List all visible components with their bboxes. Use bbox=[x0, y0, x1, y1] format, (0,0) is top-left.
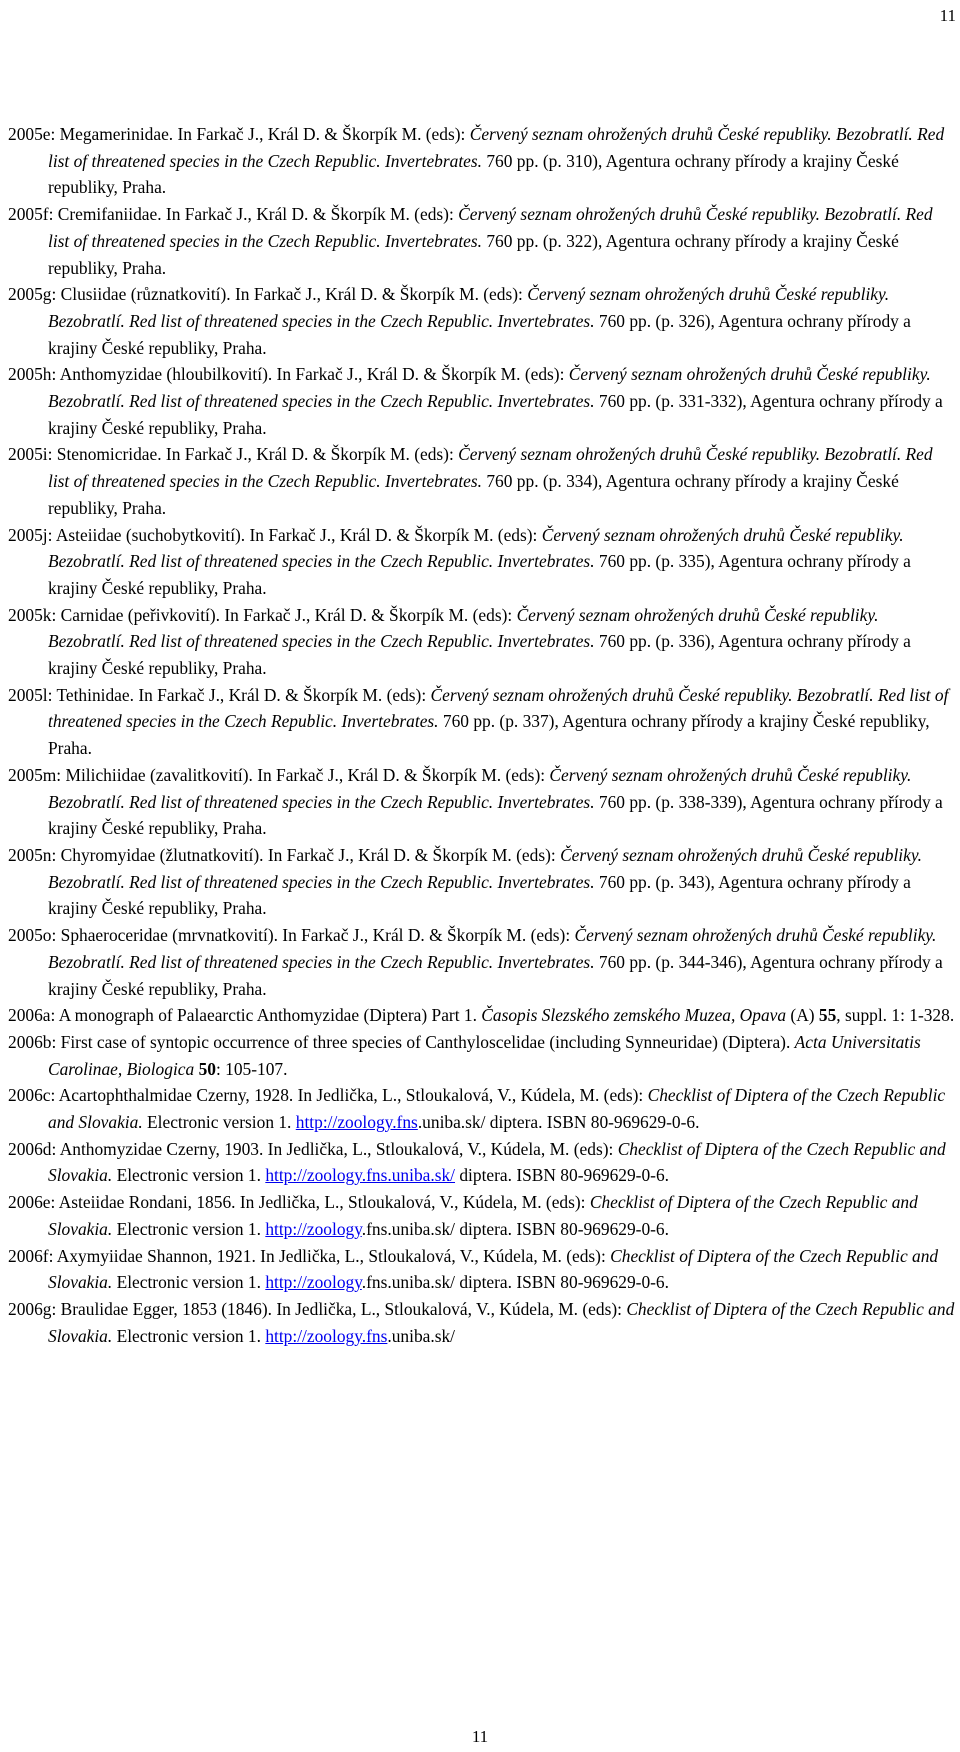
reference-entry-2006c bbox=[8, 1082, 958, 1135]
reference-entry-2005o bbox=[8, 922, 958, 1002]
reference-title: Červený seznam ohrožených druhů České republiky. Bezobratlí. Red list of threatened species in the Czech Republic. Invertebrates. bbox=[48, 444, 933, 492]
reference-entry-2006e bbox=[8, 1189, 958, 1242]
reference-text: Electronic version 1. bbox=[112, 1165, 266, 1186]
reference-title: Červený seznam ohrožených druhů České republiky. Bezobratlí. Red list of threatened species in the Czech Republic. Invertebrates. bbox=[48, 925, 937, 972]
reference-entry-2005l bbox=[8, 682, 958, 762]
page-number-top: 11 bbox=[939, 6, 956, 25]
reference-text: 2006e: Asteiidae Rondani, 1856. In Jedlička, L., Stloukalová, V., Kúdela, M. (eds): bbox=[8, 1192, 590, 1213]
reference-title: Červený seznam ohrožených druhů České republiky. Bezobratlí. Red list of threatened species in the Czech Republic. Invertebrates. bbox=[48, 204, 933, 251]
reference-title: Červený seznam ohrožených druhů České republiky. Bezobratlí. Red list of threatened species in the Czech Republic. Invertebrates. bbox=[48, 764, 912, 812]
reference-volume: 50 bbox=[198, 1058, 216, 1079]
reference-title: Checklist of Diptera of the Czech Republic and Slovakia. bbox=[48, 1245, 939, 1293]
reference-entry-2005f bbox=[8, 201, 958, 281]
reference-text: 2005n: Chyromyidae (žlutnatkovití). In Farkač J., Král D. & Škorpík M. (eds): bbox=[8, 844, 561, 865]
reference-list bbox=[8, 121, 958, 1349]
reference-text: 760 pp. (p. 322), Agentura ochrany přírody a krajiny České republiky, Praha. bbox=[48, 230, 899, 278]
reference-link[interactable]: http://zoology.fns.uniba.sk/ bbox=[265, 1165, 456, 1186]
reference-title: Checklist of Diptera of the Czech Republic and Slovakia. bbox=[48, 1298, 955, 1346]
reference-text: 760 pp. (p. 331-332), Agentura ochrany přírody a krajiny České republiky, Praha. bbox=[48, 391, 943, 438]
reference-entry-2006a bbox=[8, 1002, 958, 1029]
reference-title: Červený seznam ohrožených druhů České republiky. Bezobratlí. Red list of threatened species in the Czech Republic. Invertebrates. bbox=[48, 524, 904, 572]
reference-entry-2005j bbox=[8, 522, 958, 602]
reference-title: Checklist of Diptera of the Czech Republic and Slovakia. bbox=[48, 1192, 918, 1239]
reference-link[interactable]: http://zoology.fns bbox=[265, 1325, 388, 1346]
reference-text: 2005e: Megamerinidae. In Farkač J., Král D. & Škorpík M. (eds): bbox=[8, 124, 470, 144]
reference-entry-2005k bbox=[8, 602, 958, 682]
reference-entry-2006f bbox=[8, 1243, 958, 1296]
reference-text: diptera. ISBN 80-969629-0-6. bbox=[455, 1165, 669, 1186]
reference-text: 2005l: Tethinidae. In Farkač J., Král D. & Škorpík M. (eds): bbox=[8, 684, 431, 705]
reference-text: 760 pp. (p. 336), Agentura ochrany přírody a krajiny České republiky, Praha. bbox=[48, 631, 911, 679]
reference-entry-2006b bbox=[8, 1029, 958, 1082]
reference-text: 2006a: A monograph of Palaearctic Anthomyzidae (Diptera) Part 1. bbox=[8, 1005, 482, 1026]
reference-text: Electronic version 1. bbox=[112, 1218, 266, 1239]
reference-entry-2005e bbox=[8, 121, 958, 201]
reference-entry-2006g bbox=[8, 1296, 958, 1349]
reference-text: (A) bbox=[786, 1005, 819, 1026]
reference-entry-2005n bbox=[8, 842, 958, 922]
reference-link[interactable]: http://zoology bbox=[265, 1218, 362, 1239]
reference-entry-2005h bbox=[8, 361, 958, 441]
reference-text: , suppl. 1: 1-328. bbox=[836, 1005, 955, 1026]
reference-entry-2005i bbox=[8, 441, 958, 521]
reference-text: 760 pp. (p. 326), Agentura ochrany přírody a krajiny České republiky, Praha. bbox=[48, 310, 911, 358]
reference-volume: 55 bbox=[818, 1005, 837, 1026]
reference-text: 2005j: Asteiidae (suchobytkovití). In Farkač J., Král D. & Škorpík M. (eds): bbox=[8, 524, 542, 545]
reference-text: .fns.uniba.sk/ diptera. ISBN 80-969629-0-6. bbox=[361, 1218, 669, 1239]
reference-text: 2005k: Carnidae (peřivkovití). In Farkač J., Král D. & Škorpík M. (eds): bbox=[8, 604, 517, 625]
reference-text: 760 pp. (p. 338-339), Agentura ochrany přírody a krajiny České republiky, Praha. bbox=[48, 791, 943, 839]
reference-entry-2005m bbox=[8, 762, 958, 842]
reference-text: .uniba.sk/ bbox=[387, 1325, 456, 1346]
reference-text: 760 pp. (p. 310), Agentura ochrany přírody a krajiny České republiky, Praha. bbox=[48, 150, 899, 198]
reference-entry-2005g bbox=[8, 281, 958, 361]
reference-title: Červený seznam ohrožených druhů České republiky. Bezobratlí. Red list of threatened species in the Czech Republic. Invertebrates. bbox=[48, 284, 890, 331]
reference-text: 760 pp. (p. 334), Agentura ochrany přírody a krajiny České republiky, Praha. bbox=[48, 471, 899, 518]
reference-text: 2005o: Sphaeroceridae (mrvnatkovití). In Farkač J., Král D. & Škorpík M. (eds): bbox=[8, 925, 575, 946]
reference-title: Časopis Slezského zemského Muzea, Opava bbox=[481, 1005, 787, 1026]
reference-text: : 105-107. bbox=[215, 1058, 288, 1079]
reference-title: Checklist of Diptera of the Czech Republic and Slovakia. bbox=[48, 1138, 946, 1186]
reference-link[interactable]: http://zoology.fns bbox=[295, 1112, 418, 1133]
reference-text: Electronic version 1. bbox=[112, 1325, 266, 1346]
reference-text: Electronic version 1. bbox=[112, 1272, 266, 1293]
reference-text: 760 pp. (p. 343), Agentura ochrany přírody a krajiny České republiky, Praha. bbox=[48, 871, 911, 919]
page-number-bottom: 11 bbox=[471, 1727, 489, 1746]
reference-link[interactable]: http://zoology bbox=[265, 1272, 362, 1293]
reference-text: 2006d: Anthomyzidae Czerny, 1903. In Jedlička, L., Stloukalová, V., Kúdela, M. (eds): bbox=[8, 1138, 618, 1159]
reference-text: 2006c: Acartophthalmidae Czerny, 1928. In Jedlička, L., Stloukalová, V., Kúdela, M. (eds): bbox=[8, 1085, 648, 1106]
reference-title: Červený seznam ohrožených druhů České republiky. Bezobratlí. Red list of threatened species in the Czech Republic. Invertebrates. bbox=[48, 124, 945, 171]
reference-title: Červený seznam ohrožených druhů České republiky. Bezobratlí. Red list of threatened species in the Czech Republic. Invertebrates. bbox=[48, 684, 949, 732]
reference-text: 2006g: Braulidae Egger, 1853 (1846). In Jedlička, L., Stloukalová, V., Kúdela, M. (eds): bbox=[8, 1298, 627, 1319]
reference-text: 760 pp. (p. 344-346), Agentura ochrany přírody a krajiny České republiky, Praha. bbox=[48, 951, 943, 999]
reference-title: Červený seznam ohrožených druhů České republiky. Bezobratlí. Red list of threatened species in the Czech Republic. Invertebrates. bbox=[48, 604, 879, 652]
reference-title: Acta Universitatis Carolinae, Biologica bbox=[48, 1031, 921, 1079]
reference-text: 2006b: First case of syntopic occurrence of three species of Canthyloscelidae (including Synneuridae) (Diptera). bbox=[8, 1031, 795, 1052]
reference-text: Electronic version 1. bbox=[142, 1112, 296, 1133]
reference-text: 2005f: Cremifaniidae. In Farkač J., Král D. & Škorpík M. (eds): bbox=[8, 204, 459, 225]
reference-text: 2005m: Milichiidae (zavalitkovití). In Farkač J., Král D. & Škorpík M. (eds): bbox=[8, 764, 550, 785]
reference-title: Checklist of Diptera of the Czech Republic and Slovakia. bbox=[48, 1085, 946, 1133]
reference-title: Červený seznam ohrožených druhů České republiky. Bezobratlí. Red list of threatened species in the Czech Republic. Invertebrates. bbox=[48, 364, 931, 412]
reference-text: 2006f: Axymyiidae Shannon, 1921. In Jedlička, L., Stloukalová, V., Kúdela, M. (eds): bbox=[8, 1245, 611, 1266]
reference-text: 2005g: Clusiidae (různatkovití). In Farkač J., Král D. & Škorpík M. (eds): bbox=[8, 284, 528, 305]
reference-text: .uniba.sk/ diptera. ISBN 80-969629-0-6. bbox=[417, 1112, 700, 1133]
reference-text: 760 pp. (p. 337), Agentura ochrany přírody a krajiny České republiky, Praha. bbox=[48, 711, 930, 759]
reference-text: 760 pp. (p. 335), Agentura ochrany přírody a krajiny České republiky, Praha. bbox=[48, 551, 911, 598]
reference-entry-2006d bbox=[8, 1136, 958, 1189]
reference-text: 2005h: Anthomyzidae (hloubilkovití). In Farkač J., Král D. & Škorpík M. (eds): bbox=[8, 364, 569, 385]
reference-text: .fns.uniba.sk/ diptera. ISBN 80-969629-0-6. bbox=[361, 1272, 669, 1293]
reference-text: 2005i: Stenomicridae. In Farkač J., Král D. & Škorpík M. (eds): bbox=[8, 444, 459, 465]
reference-title: Červený seznam ohrožených druhů České republiky. Bezobratlí. Red list of threatened species in the Czech Republic. Invertebrates. bbox=[48, 844, 922, 892]
